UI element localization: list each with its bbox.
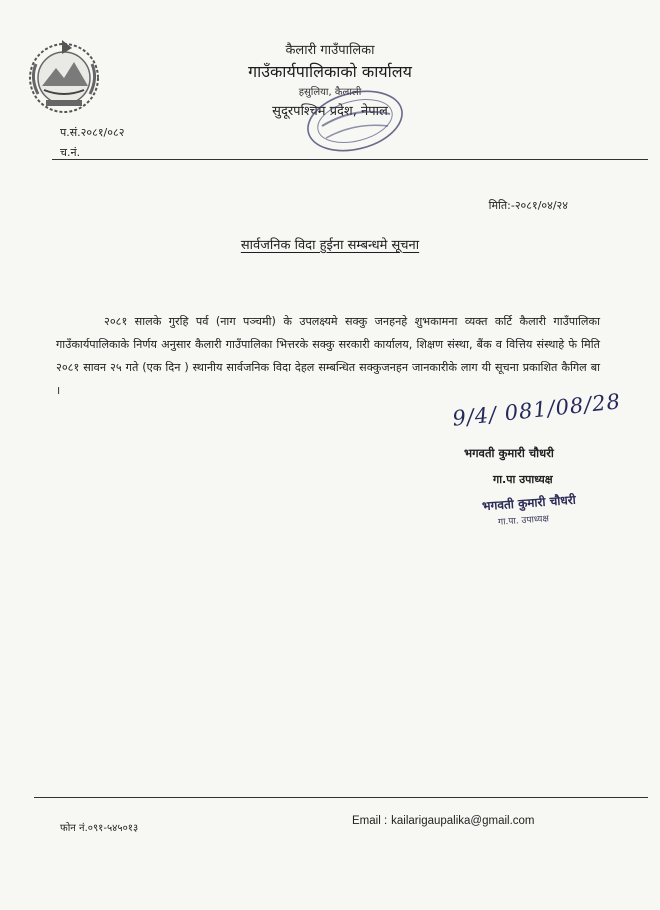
office-province: सुदूरपश्चिम प्रदेश, नेपाल — [272, 104, 388, 119]
dispatch-number: च.नं. — [60, 146, 81, 159]
subject-text: सार्वजनिक विदा हुईना सम्बन्धमे सूचना — [240, 238, 420, 253]
email-contact — [352, 815, 535, 827]
notice-date: मिति:-२०८१/०४/२४ — [488, 199, 568, 212]
phone-number: फोन नं.०९१-५४५०१३ — [60, 823, 139, 834]
reference-number: प.सं.२०८१/०८२ — [60, 126, 125, 139]
office-name: गाउँकार्यपालिकाको कार्यालय — [248, 62, 412, 81]
org-name: कैलारी गाउँपालिका — [285, 43, 375, 58]
signature-stamp-name: भगवती कुमारी चौधरी — [481, 492, 577, 514]
signature-stamp-post: गा.पा. उपाध्यक्ष — [497, 514, 550, 528]
notice-subject — [0, 234, 660, 253]
signatory-post: गा.पा उपाध्यक्ष — [493, 473, 553, 486]
email-label: Email : — [352, 815, 388, 827]
email-address[interactable]: kailarigaupalika@gmail.com — [391, 815, 535, 827]
office-seal-stamp — [300, 86, 410, 156]
office-location: हसुलिया, कैलाली — [298, 87, 362, 98]
notice-body — [56, 310, 600, 402]
footer-divider — [34, 797, 648, 798]
nepal-emblem-icon — [22, 34, 106, 118]
body-paragraph: २०८१ सालके गुरहि पर्व (नाग पञ्चमी) के उपलक्ष्यमे सक्कु जनहनहे शुभकामना व्यक्त कर्टि कैलारी गाउँपालिका गाउँकार्यपालिकाके निर्णय अनुसार कैलारी गाउँपालिका भित्तरके सक्कु सरकारी कार्यालय, शिक्षण संस्था, बैंक व वित्तिय संस्थाहे फे मिति २०८१ सावन २५ गते (एक दिन ) स्थानीय सार्वजनिक विदा देहल सम्बन्धित सक्कुजनहन जानकारीके लाग यी सूचना प्रकाशित कैगिल बा । — [56, 315, 600, 397]
header-divider — [52, 159, 648, 160]
signatory-name: भगवती कुमारी चौधरी — [464, 446, 554, 460]
handwritten-signature: 9/4/ 081/08/28 — [451, 389, 623, 431]
